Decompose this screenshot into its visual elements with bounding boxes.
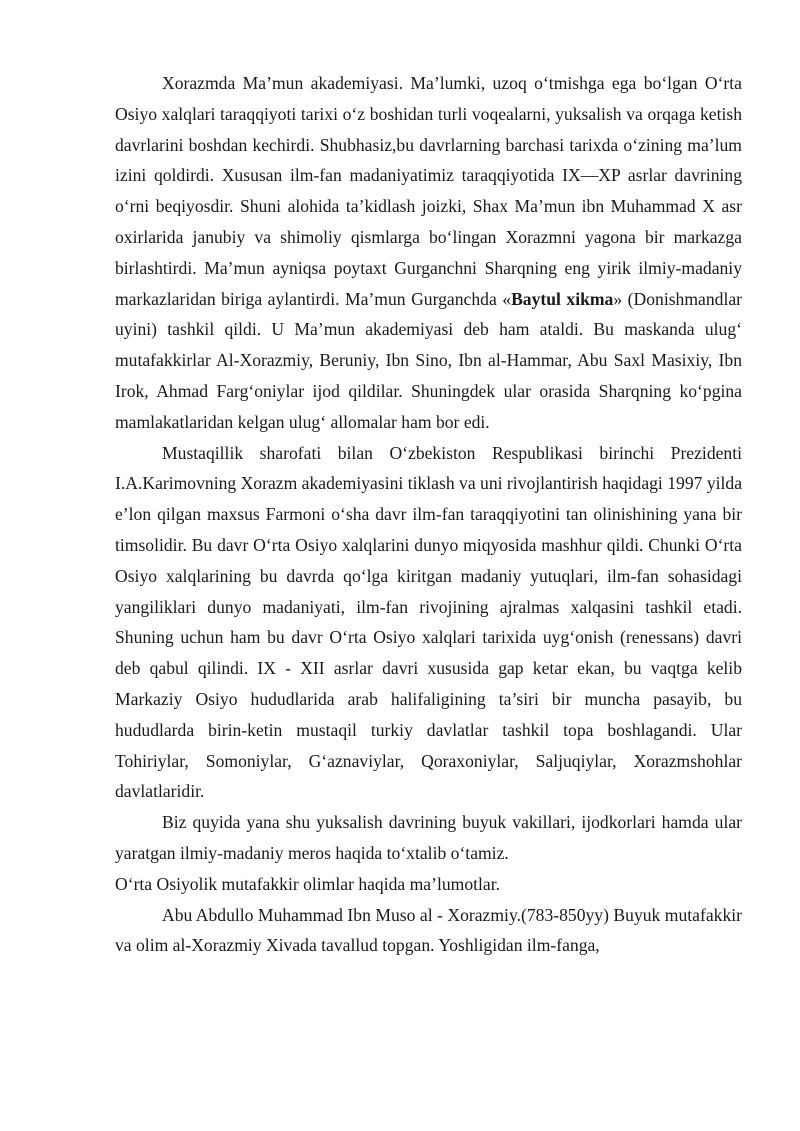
paragraph-ma-mun-academy xyxy=(115,68,742,438)
paragraph-1-text-start: Xorazmda Ma’mun akademiyasi. Ma’lumki, uzoq o‘tmishga ega bo‘lgan O‘rta Osiyo xalqlari taraqqiyoti tarixi o‘z boshidan turli voqealarni, yuksalish va orqaga ketish davrlarini boshdan kechirdi. Shubhasiz,bu davrlarning barchasi tarixda o‘zining ma’lum izini qoldirdi. Xususan ilm-fan madaniyatimiz taraqqiyotida IX—XP asrlar davrining o‘rni beqiyosdir. Shuni alohida ta’kidlash joizki, Shax Ma’mun ibn Muhammad X asr oxirlarida janubiy va shimoliy qismlarga bo‘lingan Xorazmni yagona bir markazga birlashtirdi. Ma’mun ayniqsa poytaxt Gurganchni Sharqning eng yirik ilmiy-madaniy markazlaridan biriga aylantirdi. Ma’mun Gurganchda « xyxy=(115,73,742,309)
paragraph-independence: Mustaqillik sharofati bilan O‘zbekiston Respublikasi birinchi Prezidenti I.A.Karimovning Xorazm akademiyasini tiklash va uni rivojlantirish haqidagi 1997 yilda e’lon qilgan maxsus Farmoni o‘sha davr ilm-fan taraqqiyotini tan olinishining yana bir timsolidir. Bu davr O‘rta Osiyo xalqlarini dunyo miqyosida mashhur qildi. Chunki O‘rta Osiyo xalqlarining bu davrda qo‘lga kiritgan madaniy yutuqlari, ilm-fan sohasidagi yangiliklari dunyo madaniyati, ilm-fan rivojining ajralmas xalqasini tashkil etadi. Shuning uchun ham bu davr O‘rta Osiyo xalqlari tarixida uyg‘onish (renessans) davri deb qabul qilindi. IX - XII asrlar davri xususida gap ketar ekan, bu vaqtga kelib Markaziy Osiyo hududlarida arab halifaligining ta’siri bir muncha pasayib, bu hududlarda birin-ketin mustaqil turkiy davlatlar tashkil topa boshlagandi. Ular Tohiriylar, Somoniylar, G‘aznaviylar, Qoraxoniylar, Saljuqiylar, Xorazmshohlar davlatlaridir. xyxy=(115,442,742,802)
paragraph-al-xorazmiy: Abu Abdullo Muhammad Ibn Muso al - Xorazmiy.(783-850yy) Buyuk mutafakkir va olim al-Xorazmiy Xivada tavallud topgan. Yoshligidan ilm-fanga, xyxy=(115,904,742,956)
section-heading-scholars: O‘rta Osiyolik mutafakkir olimlar haqida ma’lumotlar. xyxy=(115,873,501,894)
paragraph-1-text-end: » (Donishmandlar uyini) tashkil qildi. U Ma’mun akademiyasi deb ham ataldi. Bu maskanda ulug‘ mutafakkirlar Al-Xorazmiy, Beruniy, Ibn Sino, Ibn al-Hammar, Abu Saxl Masixiy, Ibn Irok, Ahmad Farg‘oniylar ijod qildilar. Shuningdek ular orasida Sharqning ko‘pgina mamlakatlaridan kelgan ulug‘ allomalar ham bor edi. xyxy=(115,288,742,432)
baytul-xikma-term: Baytul xikma xyxy=(511,288,614,309)
paragraph-intro-scholars: Biz quyida yana shu yuksalish davrining buyuk vakillari, ijodkorlari hamda ular yaratgan ilmiy-madaniy meros haqida to‘xtalib o‘tamiz. xyxy=(115,812,742,863)
